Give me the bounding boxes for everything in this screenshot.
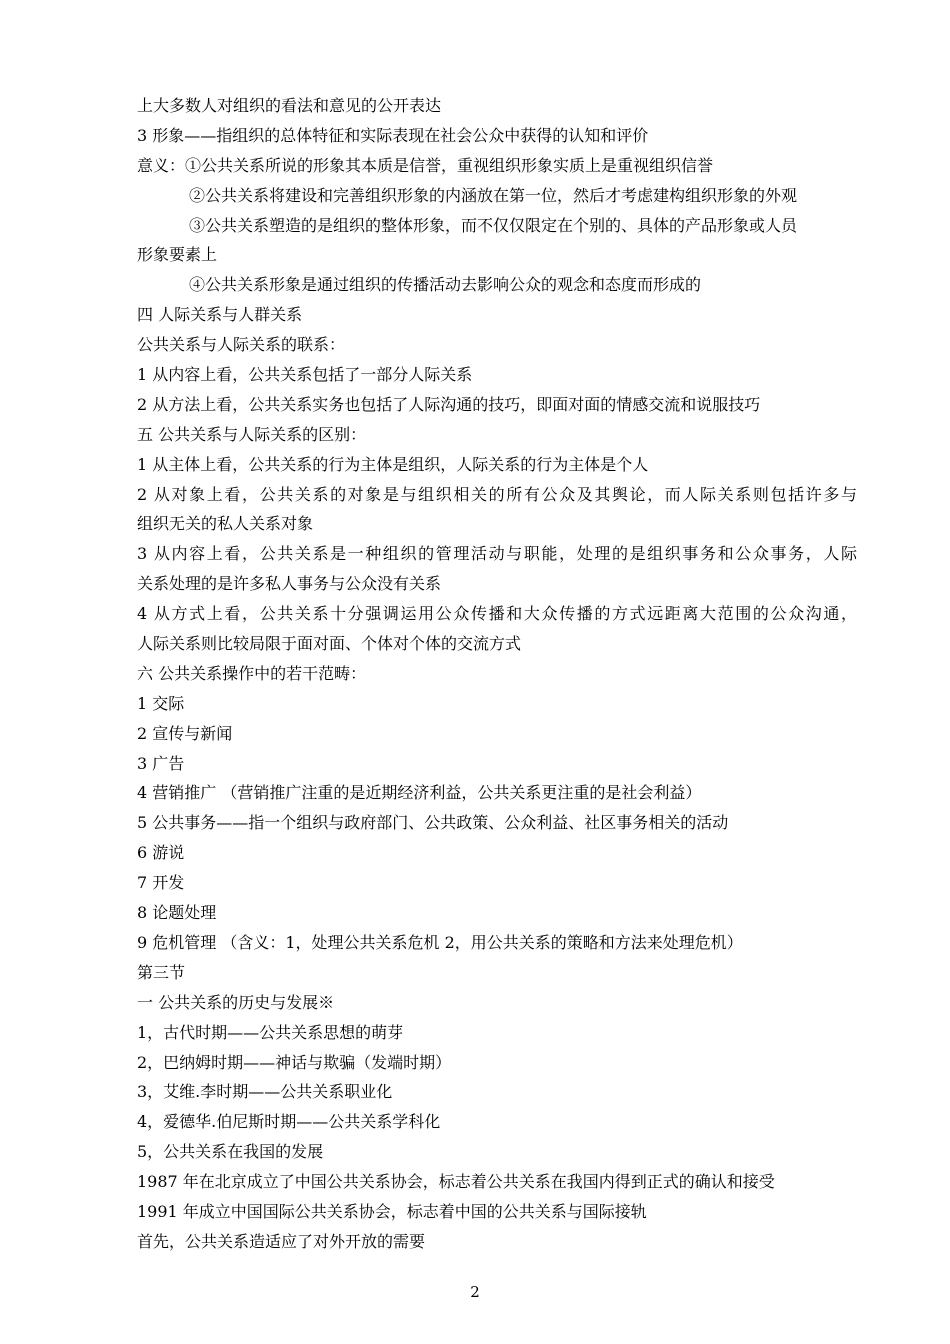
text-line: 第三节: [137, 962, 186, 982]
text-line: 六 公共关系操作中的若干范畴：: [137, 663, 367, 683]
text-line: 7 开发: [137, 873, 185, 893]
text-line: 3 广告: [137, 753, 185, 773]
text-line: 8 论题处理: [137, 903, 217, 923]
text-line: 1 从内容上看，公共关系包括了一部分人际关系: [137, 365, 473, 385]
text-line: 6 游说: [137, 843, 185, 863]
text-line: 2，巴纳姆时期——神话与欺骗（发端时期）: [137, 1052, 452, 1072]
text-line: 4 营销推广 （营销推广注重的是近期经济利益，公共关系更注重的是社会利益）: [137, 783, 702, 803]
text-line: 1 从主体上看，公共关系的行为主体是组织，人际关系的行为主体是个人: [137, 454, 649, 474]
text-line: 形象要素上: [137, 245, 218, 265]
text-line: 首先，公共关系造适应了对外开放的需要: [137, 1231, 426, 1251]
text-line: 2 宣传与新闻: [137, 723, 233, 743]
text-line: 3 形象——指组织的总体特征和实际表现在社会公众中获得的认知和评价: [137, 125, 649, 145]
text-line: 2 从方法上看，公共关系实务也包括了人际沟通的技巧，即面对面的情感交流和说服技巧: [137, 394, 761, 414]
text-line: 1991 年成立中国国际公共关系协会，标志着中国的公共关系与国际接轨: [137, 1201, 647, 1221]
text-line: 人际关系则比较局限于面对面、个体对个体的交流方式: [137, 634, 522, 654]
text-line: 3 从内容上看，公共关系是一种组织的管理活动与职能，处理的是组织事务和公众事务，人际: [137, 544, 857, 564]
text-line: 5 公共事务——指一个组织与政府部门、公共政策、公众利益、社区事务相关的活动: [137, 813, 729, 833]
text-line: 4，爱德华.伯尼斯时期——公共关系学科化: [137, 1112, 441, 1132]
text-line: 关系处理的是许多私人事务与公众没有关系: [137, 574, 442, 594]
text-line: 1，古代时期——公共关系思想的萌芽: [137, 1022, 404, 1042]
text-line: 4 从方式上看，公共关系十分强调运用公众传播和大众传播的方式远距离大范围的公众沟通，: [137, 604, 857, 624]
text-line: 公共关系与人际关系的联系：: [137, 335, 346, 355]
text-line: 1987 年在北京成立了中国公共关系协会，标志着公共关系在我国内得到正式的确认和接受: [137, 1172, 775, 1192]
text-line: 2 从对象上看，公共关系的对象是与组织相关的所有公众及其舆论，而人际关系则包括许多与: [137, 484, 857, 504]
text-line: 9 危机管理 （含义：1，处理公共关系危机 2，用公共关系的策略和方法来处理危机）: [137, 932, 743, 952]
text-line: ②公共关系将建设和完善组织形象的内涵放在第一位，然后才考虑建构组织形象的外观: [189, 185, 798, 205]
text-line: ④公共关系形象是通过组织的传播活动去影响公众的观念和态度而形成的: [189, 275, 702, 295]
text-line: 一 公共关系的历史与发展※: [137, 992, 335, 1012]
document-body: [137, 91, 857, 1257]
text-line: 五 公共关系与人际关系的区别：: [137, 424, 367, 444]
text-line: 5，公共关系在我国的发展: [137, 1142, 324, 1162]
text-line: 上大多数人对组织的看法和意见的公开表达: [137, 96, 442, 115]
text-line: 3，艾维.李时期——公共关系职业化: [137, 1082, 393, 1102]
text-line: 四 人际关系与人群关系: [137, 305, 303, 325]
text-line: 1 交际: [137, 693, 185, 713]
text-line: ③公共关系塑造的是组织的整体形象，而不仅仅限定在个别的、具体的产品形象或人员: [189, 215, 798, 235]
text-line: 意义：①公共关系所说的形象其本质是信誉，重视组织形象实质上是重视组织信誉: [137, 155, 714, 175]
text-line: 组织无关的私人关系对象: [137, 514, 314, 534]
page-number: 2: [470, 1283, 480, 1301]
